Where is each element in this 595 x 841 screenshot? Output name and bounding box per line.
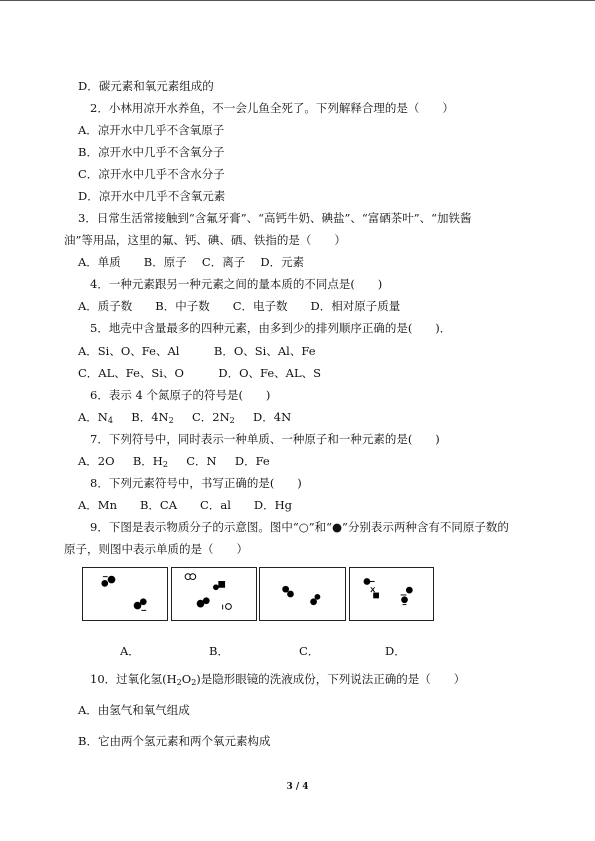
q6-option-b: B．$4N_2$ [131,410,174,425]
q6-options [78,410,291,424]
q3-stem-line1: 3．日常生活常接触到“含氟牙膏”、“高钙牛奶、碘盐”、“富硒茶叶”、“加铁酱 [78,211,472,225]
q6-option-d: D．4N [253,410,292,424]
q1-option-d: D．碳元素和氧元素组成的 [78,79,214,93]
diagram-box-d [349,567,434,621]
q7-option-c: C．N [186,454,217,468]
q9-stem-line2: 原子，则图中表示单质的是（ ） [64,542,248,556]
q2-option-b: B．凉开水中几乎不含氧分子 [78,145,225,159]
q8-options: A．Mn B．CA C．al D．Hg [78,498,292,512]
q10-option-a: A．由氢气和氧气组成 [78,703,190,717]
q7-option-d: D．Fe [234,454,270,468]
header-rule [0,0,595,1]
q6-option-a: A．$N_4$ [78,410,113,425]
q9-stem-line1: 9．下图是表示物质分子的示意图。图中“○”和“●”分别表示两种含有不同原子数的 [90,520,509,534]
q5-options-row2: C．AL、Fe、Si、O D．O、Fe、AL、S [78,366,322,380]
q2-option-d: D．凉开水中几乎不含氧元素 [78,189,226,203]
q6-stem: 6．表示 4 个氮原子的符号是( ) [90,388,271,402]
molecule-icon [282,586,320,605]
q2-option-c: C．凉开水中几乎不含水分子 [78,167,225,181]
q4-options: A．质子数 B．中子数 C．电子数 D．相对原子质量 [78,299,401,313]
diagram-label-a: A． [120,644,140,658]
diagram-box-c [259,567,346,621]
diagram-box-b [171,567,257,621]
q2-option-a: A．凉开水中几乎不含氧原子 [78,123,225,137]
q7-options [78,454,270,468]
q7-option-b: B．$H_2$ [132,454,168,469]
q5-options-row1: A．Si、O、Fe、Al B．O、Si、Al、Fe [78,344,316,358]
diagram-box-a [82,567,168,621]
q4-stem: 4．一种元素跟另一种元素之间的量本质的不同点是( ) [90,277,383,291]
q3-stem-line2: 油”等用品，这里的氟、钙、碘、硒、铁指的是（ ） [64,233,346,247]
q10-option-b: B．它由两个氢元素和两个氧元素构成 [78,734,271,748]
molecule-icon [185,574,231,610]
page-number: 3 / 4 [286,782,309,792]
molecule-icon [364,579,412,605]
diagram-label-d: D． [385,644,406,658]
q2-stem: 2．小林用凉开水养鱼，不一会儿鱼全死了。下列解释合理的是（ ） [90,101,454,115]
q3-options: A．单质 B．原子 C．离子 D．元素 [78,255,305,269]
molecule-icon [102,576,146,610]
q5-stem: 5．地壳中含量最多的四种元素，由多到少的排列顺序正确的是( )． [90,321,452,335]
diagram-label-c: C． [299,644,320,658]
q10-stem: 10．过氧化氢$(H_2O_2)$是隐形眼镜的洗液成份，下列说法正确的是（ ） [90,672,466,687]
q7-option-a: A．2O [78,454,115,468]
diagram-label-b: B． [209,644,229,658]
q6-option-c: C．$2N_2$ [191,410,235,425]
q7-stem: 7．下列符号中，同时表示一种单质、一种原子和一种元素的是( ) [90,432,440,446]
q8-stem: 8．下列元素符号中，书写正确的是( ) [90,476,302,490]
